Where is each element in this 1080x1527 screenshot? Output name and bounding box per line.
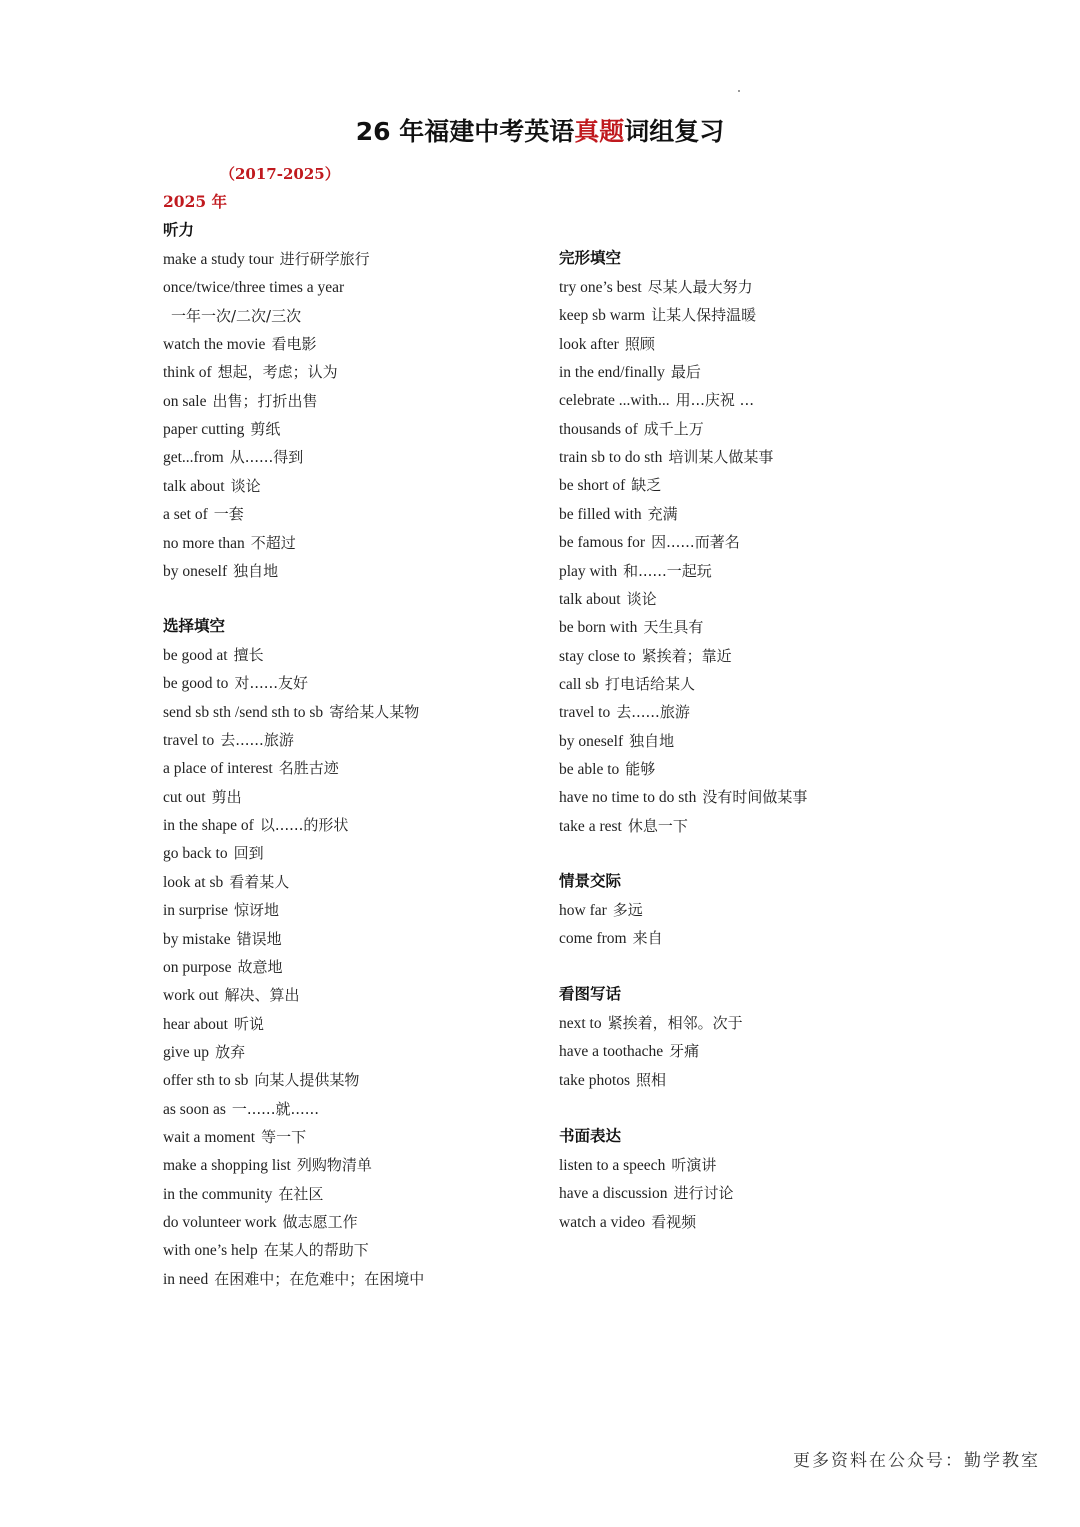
phrase-item — [559, 1183, 734, 1203]
phrase-english: think of — [163, 364, 212, 382]
phrase-item — [559, 816, 688, 836]
phrase-item — [559, 589, 657, 609]
phrase-chinese: 能够 — [625, 759, 656, 778]
phrase-english: come from — [559, 930, 627, 948]
phrase-chinese: 打电话给某人 — [605, 674, 696, 693]
year-range: （2017-2025） — [220, 165, 340, 183]
phrase-item — [559, 674, 695, 694]
phrase-chinese: 剪纸 — [250, 420, 281, 439]
phrase-chinese: 一套 — [213, 505, 244, 524]
phrase-chinese: 尽某人最大努力 — [647, 278, 753, 296]
phrase-chinese: 去......旅游 — [616, 703, 690, 722]
phrase-item — [559, 759, 655, 779]
section-heading: 完形填空 — [559, 249, 622, 267]
phrase-english: stay close to — [559, 647, 636, 665]
phrase-english: be good to — [163, 675, 229, 693]
phrase-english: watch a video — [559, 1213, 646, 1231]
phrase-chinese: 看视频 — [651, 1212, 697, 1231]
phrase-chinese: 牙痛 — [669, 1042, 700, 1061]
phrase-chinese: 培训某人做某事 — [668, 448, 774, 467]
phrase-chinese: 在某人的帮助下 — [263, 1241, 369, 1260]
phrase-chinese: 寄给某人某物 — [329, 702, 420, 721]
phrase-english: do volunteer work — [163, 1214, 277, 1231]
phrase-item — [163, 1042, 245, 1062]
phrase-item — [163, 1099, 319, 1119]
phrase-chinese: 从......得到 — [229, 448, 304, 467]
phrase-item — [163, 957, 282, 977]
phrase-chinese: 对......友好 — [234, 674, 309, 693]
phrase-item — [163, 1070, 359, 1090]
phrase-chinese: 在社区 — [278, 1184, 324, 1203]
phrase-item — [163, 872, 289, 892]
section-heading: 书面表达 — [559, 1127, 622, 1145]
title-highlight: 真题 — [574, 117, 625, 146]
phrase-chinese: 不超过 — [250, 533, 296, 552]
phrase-chinese: 一......就...... — [231, 1099, 320, 1118]
phrase-item — [559, 731, 674, 751]
phrase-english: have no time to do sth — [559, 789, 697, 807]
phrase-chinese: 在困难中；在危难中；在困境中 — [214, 1269, 425, 1288]
phrase-chinese: 多远 — [612, 901, 643, 919]
phrase-english: travel to — [559, 704, 611, 722]
phrase-english: talk about — [163, 477, 225, 495]
phrase-english: in the community — [163, 1185, 273, 1203]
phrase-english: no more than — [163, 534, 245, 552]
phrase-item — [559, 1212, 696, 1232]
phrase-chinese: 独自地 — [629, 731, 675, 750]
phrase-chinese: 出售；打折出售 — [212, 391, 318, 410]
phrase-item — [559, 1013, 743, 1033]
phrase-chinese: 剪出 — [211, 787, 242, 806]
phrase-chinese: 天生具有 — [643, 618, 704, 637]
phrase-chinese: 紧挨着，相邻。次于 — [607, 1014, 743, 1032]
phrase-chinese: 去......旅游 — [220, 731, 294, 750]
phrase-chinese: 没有时间做某事 — [702, 788, 808, 807]
phrase-chinese: 进行研学旅行 — [279, 250, 370, 268]
phrase-chinese: 放弃 — [215, 1042, 246, 1061]
phrase-english: be famous for — [559, 534, 646, 552]
phrase-item — [163, 815, 348, 835]
phrase-item — [163, 447, 303, 467]
phrase-item — [559, 1155, 716, 1175]
phrase-item — [163, 929, 282, 949]
phrase-english: by oneself — [559, 732, 624, 750]
phrase-item — [559, 561, 712, 581]
phrase-english: on sale — [163, 392, 207, 410]
phrase-item — [559, 617, 703, 637]
phrase-chinese: 以......的形状 — [259, 816, 349, 835]
phrase-english: with one’s help — [163, 1242, 258, 1260]
phrase-item — [163, 561, 278, 581]
phrase-english: get...from — [163, 449, 224, 467]
phrase-english: celebrate ...with... — [559, 392, 670, 410]
phrase-english: by mistake — [163, 930, 231, 948]
phrase-english: watch the movie — [163, 336, 266, 354]
phrase-chinese: 擅长 — [233, 646, 264, 664]
phrase-chinese: 谈论 — [230, 476, 261, 495]
phrase-chinese: 最后 — [670, 363, 701, 382]
phrase-chinese: 用...庆祝 ... — [675, 391, 754, 410]
phrase-item — [163, 1240, 369, 1260]
phrase-item — [163, 843, 264, 863]
phrase-item — [163, 1014, 264, 1034]
phrase-chinese: 等一下 — [261, 1127, 307, 1146]
phrase-chinese: 休息一下 — [627, 816, 688, 835]
phrase-english: how far — [559, 902, 607, 919]
phrase-english: try one’s best — [559, 279, 642, 296]
phrase-item — [163, 1127, 306, 1147]
phrase-chinese: 缺乏 — [631, 476, 662, 495]
section-heading: 2025 年 — [163, 192, 228, 211]
phrase-english: take photos — [559, 1071, 631, 1089]
phrase-english: offer sth to sb — [163, 1072, 249, 1090]
phrase-chinese: 谈论 — [626, 589, 657, 608]
phrase-english: give up — [163, 1043, 210, 1061]
section-heading: 选择填空 — [163, 617, 226, 635]
title-part-a: 26 年福建中考英语 — [355, 117, 575, 146]
phrase-item — [559, 447, 773, 467]
phrase-english: go back to — [163, 845, 228, 863]
phrase-item — [559, 305, 756, 325]
page-title — [0, 112, 1080, 148]
phrase-item — [163, 1212, 358, 1232]
phrase-item — [559, 928, 663, 948]
phrase-item — [163, 1155, 372, 1175]
phrase-english: hear about — [163, 1015, 228, 1033]
phrase-english: call sb — [559, 675, 600, 693]
phrase-item — [559, 504, 678, 524]
phrase-english: take a rest — [559, 817, 622, 835]
phrase-item — [163, 985, 300, 1005]
phrase-item — [559, 1070, 666, 1090]
phrase-item — [163, 730, 294, 750]
phrase-chinese: 一年一次/二次/三次 — [171, 306, 302, 325]
phrase-item — [163, 900, 279, 920]
phrase-english: talk about — [559, 590, 621, 608]
phrase-chinese: 听演讲 — [671, 1156, 717, 1174]
phrase-item — [163, 1269, 424, 1289]
phrase-chinese: 故意地 — [237, 957, 283, 976]
phrase-english: thousands of — [559, 420, 638, 438]
phrase-english: be filled with — [559, 505, 642, 523]
phrase-english: look at sb — [163, 873, 224, 891]
phrase-english: send sb sth /send sth to sb — [163, 703, 324, 721]
phrase-item — [163, 334, 316, 354]
phrase-english: be short of — [559, 477, 626, 495]
phrase-chinese: 照相 — [636, 1070, 667, 1089]
phrase-english: next to — [559, 1015, 602, 1032]
phrase-item — [559, 900, 643, 920]
phrase-english: by oneself — [163, 562, 228, 580]
phrase-english: a place of interest — [163, 760, 273, 778]
phrase-item — [163, 306, 301, 326]
phrase-chinese: 想起，考虑；认为 — [217, 363, 338, 382]
phrase-english: have a discussion — [559, 1185, 668, 1203]
phrase-english: listen to a speech — [559, 1157, 666, 1174]
phrase-item — [163, 1184, 323, 1204]
phrase-english: make a shopping list — [163, 1157, 291, 1175]
phrase-item — [559, 390, 754, 410]
phrase-chinese: 照顾 — [624, 334, 655, 353]
phrase-english: in the end/finally — [559, 364, 665, 382]
phrase-chinese: 做志愿工作 — [282, 1213, 358, 1231]
phrase-english: a set of — [163, 506, 208, 524]
phrase-chinese: 回到 — [233, 844, 264, 863]
phrase-item — [163, 362, 338, 382]
phrase-item — [559, 702, 690, 722]
section-heading: 情景交际 — [559, 872, 622, 890]
phrase-item — [559, 532, 740, 552]
phrase-chinese: 看着某人 — [229, 872, 290, 891]
section-heading: 看图写话 — [559, 985, 622, 1003]
phrase-item — [559, 277, 753, 297]
phrase-english: in surprise — [163, 902, 229, 920]
phrase-english: paper cutting — [163, 421, 245, 439]
phrase-item — [559, 646, 732, 666]
phrase-english: be good at — [163, 647, 228, 664]
phrase-english: play with — [559, 562, 618, 580]
phrase-chinese: 让某人保持温暖 — [651, 306, 757, 325]
phrase-item — [163, 476, 261, 496]
phrase-item — [163, 673, 308, 693]
phrase-english: look after — [559, 335, 619, 353]
phrase-chinese: 因......而著名 — [651, 533, 740, 552]
phrase-english: make a study tour — [163, 251, 274, 268]
phrase-item — [559, 334, 655, 354]
phrase-english: train sb to do sth — [559, 449, 663, 467]
footer-note: 更多资料在公众号：勤学教室 — [793, 1451, 1040, 1471]
phrase-item — [163, 419, 280, 439]
phrase-chinese: 错误地 — [236, 929, 282, 948]
phrase-english: as soon as — [163, 1100, 226, 1118]
title-part-b: 词组复习 — [624, 117, 725, 146]
phrase-chinese: 充满 — [647, 504, 678, 523]
phrase-item — [163, 787, 242, 807]
phrase-item — [163, 504, 244, 524]
phrase-chinese: 听说 — [233, 1014, 264, 1033]
phrase-item — [163, 391, 318, 411]
phrase-english: once/twice/three times a year — [163, 279, 345, 297]
section-heading: 听力 — [163, 221, 195, 239]
phrase-item — [163, 702, 419, 722]
phrase-chinese: 成千上万 — [643, 419, 704, 438]
phrase-chinese: 向某人提供某物 — [254, 1071, 360, 1090]
phrase-item — [163, 533, 296, 553]
phrase-english: in the shape of — [163, 817, 254, 835]
phrase-chinese: 来自 — [632, 929, 663, 948]
phrase-item — [559, 787, 807, 807]
phrase-chinese: 名胜古迹 — [278, 759, 339, 778]
phrase-item — [163, 249, 370, 269]
phrase-item — [163, 758, 339, 778]
phrase-chinese: 独自地 — [233, 561, 279, 580]
phrase-item — [559, 475, 661, 495]
phrase-english: on purpose — [163, 958, 232, 976]
speck-mark — [738, 90, 740, 92]
phrase-english: cut out — [163, 788, 206, 806]
phrase-english: be born with — [559, 619, 638, 637]
phrase-item — [559, 1041, 699, 1061]
phrase-chinese: 列购物清单 — [296, 1156, 372, 1175]
phrase-chinese: 看电影 — [271, 335, 317, 354]
phrase-item — [163, 277, 350, 297]
phrase-english: be able to — [559, 760, 620, 778]
phrase-item — [163, 645, 264, 665]
phrase-item — [559, 362, 701, 382]
phrase-item — [559, 419, 704, 439]
phrase-chinese: 紧挨着；靠近 — [641, 646, 732, 665]
phrase-english: have a toothache — [559, 1043, 664, 1061]
phrase-chinese: 惊讶地 — [234, 901, 280, 920]
phrase-chinese: 进行讨论 — [673, 1184, 734, 1203]
phrase-english: in need — [163, 1270, 209, 1288]
phrase-english: work out — [163, 987, 219, 1005]
phrase-english: wait a moment — [163, 1128, 256, 1146]
phrase-english: keep sb warm — [559, 307, 646, 325]
phrase-chinese: 和......一起玩 — [623, 561, 712, 580]
phrase-chinese: 解决、算出 — [224, 986, 300, 1005]
phrase-english: travel to — [163, 732, 215, 750]
